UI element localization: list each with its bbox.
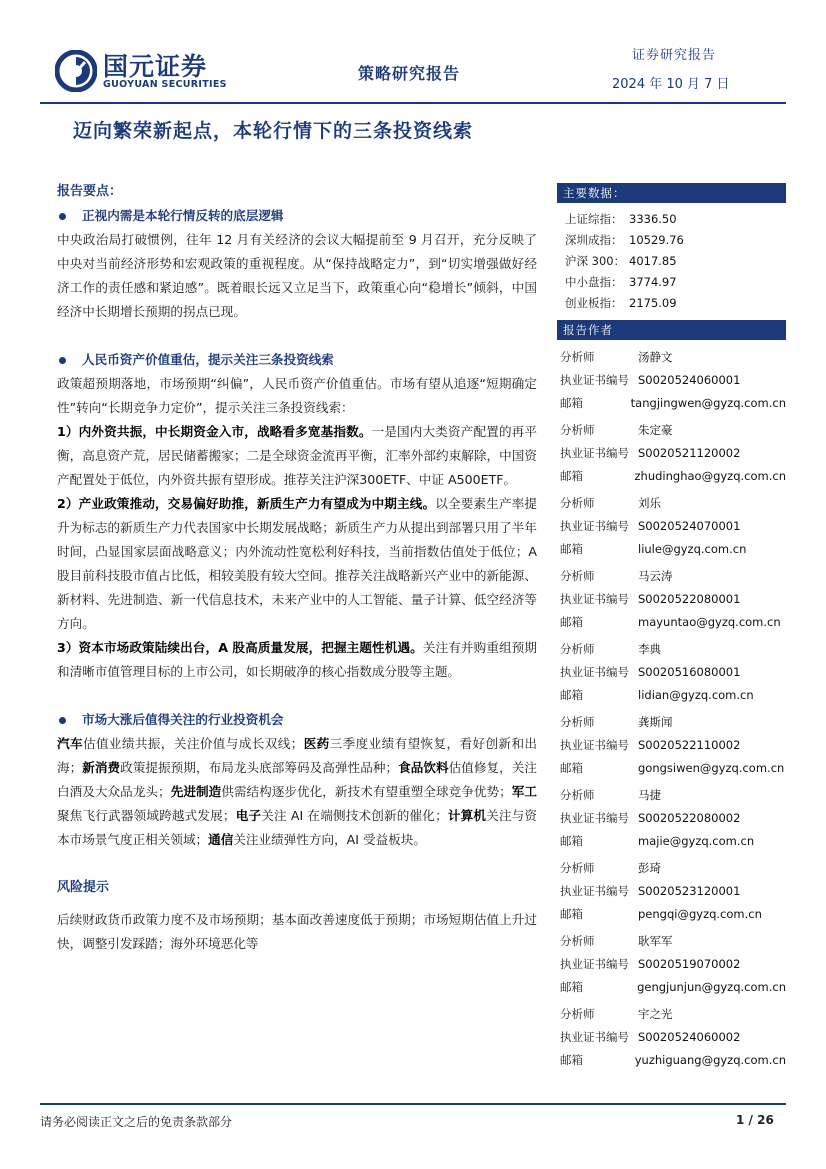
investment-line-3 [57, 636, 537, 684]
risk-heading: 风险提示 [57, 880, 110, 895]
market-row [557, 272, 786, 293]
author-row [557, 757, 786, 780]
company-logo [55, 48, 241, 96]
bullet-dot-icon [59, 213, 66, 220]
author-list [557, 346, 786, 1072]
industry-comment: 关注与资本市场景气度正相关领域； [57, 808, 538, 847]
author-card [557, 638, 786, 707]
industry-name: 食品饮料 [398, 760, 449, 775]
investment-line-2 [57, 492, 537, 636]
author-row [557, 880, 786, 903]
investment-line-1-text: 一是国内大类资产配置的再平衡，高息资产荒，居民储蓄搬家；二是全球资金流再平衡，汇率外部约束解除，中国资产配置处于低位，内外资共振有望形成。推荐关注沪深300ETF、中证 A500ETF。 [57, 424, 538, 487]
author-row [557, 588, 786, 611]
author-card [557, 784, 786, 853]
author-field-label: 邮箱 [560, 1053, 583, 1067]
index-name: 深圳成指： [565, 233, 623, 247]
industry-comment: 聚焦飞行武器领域跨越式发展； [57, 808, 236, 823]
author-field-label: 执业证书编号 [560, 592, 629, 606]
summary-heading: 报告要点： [57, 184, 123, 199]
author-email-link[interactable]: liule@gyzq.com.cn [638, 542, 747, 556]
author-row [557, 419, 786, 442]
author-field-label: 执业证书编号 [560, 519, 629, 533]
analyst-name: 朱定豪 [638, 423, 673, 437]
author-row [557, 492, 786, 515]
author-row [557, 369, 786, 392]
industry-name: 新消费 [82, 760, 121, 775]
author-row [557, 684, 786, 707]
author-field-label: 分析师 [560, 423, 595, 437]
author-email-link[interactable]: gongsiwen@gyzq.com.cn [638, 761, 785, 775]
author-field-label: 分析师 [560, 350, 595, 364]
industry-name: 通信 [208, 832, 234, 847]
author-card [557, 930, 786, 999]
investment-line-2-text: 以全要素生产率提升为标志的新质生产力代表国家中长期发展战略；新质生产力从提出到部署只用了半年时间，凸显国家层面战略意义；内外流动性宽松利好科技，当前指数估值处于低位；A 股目前科技股市值占比低，相较美股有较大空间。推荐关注战略新兴产业中的新能源、新材料、先进制造、新一代信息技术，未来产业中的人工智能、量子计算、低空经济等方向。 [57, 496, 538, 631]
author-card [557, 346, 786, 415]
header-divider [40, 102, 786, 104]
cert-number: S0020519070002 [638, 957, 741, 971]
bullet-dot-icon [59, 357, 66, 364]
section-bullet-1 [57, 204, 537, 228]
cert-number: S0020521120002 [638, 446, 741, 460]
author-field-label: 执业证书编号 [560, 446, 629, 460]
analyst-name: 彭琦 [638, 861, 661, 875]
author-field-label: 邮箱 [560, 907, 583, 921]
logo-english-name: GUOYUAN SECURITIES [103, 79, 227, 90]
analyst-name: 马捷 [638, 788, 661, 802]
author-row [557, 538, 786, 561]
authors-heading: 报告作者 [557, 320, 786, 340]
author-email-link[interactable]: majie@gyzq.com.cn [638, 834, 755, 848]
author-email-link[interactable]: pengqi@gyzq.com.cn [638, 907, 762, 921]
author-email-link[interactable]: lidian@gyzq.com.cn [638, 688, 754, 702]
market-data-heading: 主要数据： [557, 183, 786, 203]
section-text-1: 中央政治局打破惯例，往年 12 月有关经济的会议大幅提前至 9 月召开，充分反映了中央对当前经济形势和宏观政策的重视程度。从“保持战略定力”，到“切实增强做好经济工作的责任感和紧迫感”。既着眼长远又立足当下，政策重心向“稳增长”倾斜，中国经济中长期增长预期的拐点已现。 [57, 232, 537, 319]
author-row [557, 734, 786, 757]
author-field-label: 邮箱 [560, 615, 583, 629]
page-number: 1 / 26 [736, 1113, 774, 1127]
analyst-name: 马云涛 [638, 569, 673, 583]
summary-column [57, 180, 537, 956]
author-row [557, 638, 786, 661]
author-card [557, 492, 786, 561]
investment-line-3-title: 3）资本市场政策陆续出台，A 股高质量发展，把握主题性机遇。 [57, 640, 423, 655]
cert-number: S0020524060002 [638, 1030, 741, 1044]
footer-divider [40, 1103, 786, 1105]
author-field-label: 分析师 [560, 569, 595, 583]
analyst-name: 宇之光 [638, 1007, 673, 1021]
author-card [557, 1003, 786, 1072]
industry-name: 先进制造 [170, 784, 222, 799]
risk-text: 后续财政货币政策力度不及市场预期；基本面改善速度低于预期；市场短期估值上升过快，调整引发踩踏；海外环境恶化等 [57, 912, 537, 951]
industry-opportunities [57, 732, 537, 852]
market-row [557, 293, 786, 314]
author-field-label: 执业证书编号 [560, 811, 629, 825]
analyst-name: 刘乐 [638, 496, 661, 510]
author-row [557, 1003, 786, 1026]
author-row [557, 903, 786, 926]
industry-comment: 关注业绩弹性方向，AI 受益板块。 [233, 832, 426, 847]
cert-number: S0020523120001 [638, 884, 741, 898]
author-row [557, 465, 786, 488]
market-row [557, 251, 786, 272]
industry-name: 汽车 [57, 736, 83, 751]
industry-comment: 三季度业绩有望恢复，看好创新和出海； [57, 736, 538, 775]
author-row [557, 857, 786, 880]
author-row [557, 930, 786, 953]
author-field-label: 执业证书编号 [560, 665, 629, 679]
author-row [557, 976, 786, 999]
author-card [557, 711, 786, 780]
section-title-2: 人民币资产价值重估，提示关注三条投资线索 [82, 352, 334, 367]
author-row [557, 661, 786, 684]
industry-comment: 估值修复，关注白酒及大众品龙头； [57, 760, 538, 799]
analyst-name: 汤静文 [638, 350, 673, 364]
author-field-label: 邮箱 [560, 834, 583, 848]
cert-number: S0020516080001 [638, 665, 741, 679]
page-title: 迈向繁荣新起点，本轮行情下的三条投资线索 [73, 120, 474, 142]
cert-number: S0020524060001 [638, 373, 741, 387]
investment-line-1 [57, 420, 537, 492]
author-card [557, 419, 786, 488]
author-email-link[interactable]: zhudinghao@gyzq.com.cn [634, 469, 786, 483]
section-intro-2: 政策超预期落地，市场预期“纠偏”，人民币资产价值重估。市场有望从追逐“短期确定性”转向“长期竞争力定价”，提示关注三条投资线索： [57, 376, 537, 415]
investment-line-1-title: 1）内外资共振，中长期资金入市，战略看多宽基指数。 [57, 424, 372, 439]
index-name: 中小盘指： [565, 275, 623, 289]
disclaimer-note: 请务必阅读正文之后的免责条款部分 [40, 1115, 233, 1129]
author-field-label: 邮箱 [560, 688, 583, 702]
cert-number: S0020522080002 [638, 811, 741, 825]
author-row [557, 442, 786, 465]
author-email-link[interactable]: gengjunjun@gyzq.com.cn [637, 980, 786, 994]
author-row [557, 1026, 786, 1049]
industry-comment: 关注 AI 在端侧技术创新的催化； [261, 808, 448, 823]
index-name: 创业板指： [565, 296, 623, 310]
section-title-1: 正视内需是本轮行情反转的底层逻辑 [82, 208, 284, 223]
index-value: 10529.76 [629, 233, 684, 247]
author-field-label: 分析师 [560, 1007, 595, 1021]
author-field-label: 分析师 [560, 642, 595, 656]
author-field-label: 分析师 [560, 715, 595, 729]
index-value: 3336.50 [629, 212, 677, 226]
report-type: 策略研究报告 [358, 64, 461, 83]
author-field-label: 邮箱 [560, 980, 583, 994]
industry-name: 医药 [303, 736, 330, 751]
author-field-label: 执业证书编号 [560, 1030, 629, 1044]
cert-number: S0020524070001 [638, 519, 741, 533]
author-row [557, 565, 786, 588]
industry-comment: 估值业绩共振，关注价值与成长双线； [82, 736, 304, 751]
author-row [557, 346, 786, 369]
author-field-label: 邮箱 [560, 469, 583, 483]
author-row [557, 611, 786, 634]
index-value: 3774.97 [629, 275, 677, 289]
author-row [557, 953, 786, 976]
author-field-label: 分析师 [560, 496, 595, 510]
industry-comment: 政策提振预期，布局龙头底部筹码及高弹性品种； [120, 760, 399, 775]
analyst-name: 李典 [638, 642, 661, 656]
author-field-label: 邮箱 [560, 761, 583, 775]
section-title-3: 市场大涨后值得关注的行业投资机会 [82, 712, 284, 727]
author-field-label: 分析师 [560, 934, 595, 948]
cert-number: S0020522080001 [638, 592, 741, 606]
author-field-label: 邮箱 [560, 542, 583, 556]
author-row [557, 830, 786, 853]
index-name: 沪深 300： [565, 254, 626, 268]
investment-line-3-text: 关注有并购重组预期和清晰市值管理目标的上市公司，如长期破净的核心指数成分股等主题。 [57, 640, 537, 679]
market-row [557, 230, 786, 251]
author-field-label: 分析师 [560, 861, 595, 875]
author-field-label: 分析师 [560, 788, 595, 802]
logo-chinese-name: 国元证券 [103, 52, 208, 81]
section-bullet-2 [57, 348, 537, 372]
author-field-label: 邮箱 [560, 396, 583, 410]
index-name: 上证综指： [565, 212, 623, 226]
industry-name: 军工 [511, 784, 538, 799]
section-bullet-3 [57, 708, 537, 732]
sidebar [557, 183, 786, 1072]
industry-name: 计算机 [447, 808, 487, 823]
bullet-dot-icon [59, 717, 66, 724]
author-email-link[interactable]: mayuntao@gyzq.com.cn [638, 615, 781, 629]
guoyuan-logo-icon [55, 50, 97, 92]
author-row [557, 807, 786, 830]
author-field-label: 执业证书编号 [560, 738, 629, 752]
author-card [557, 565, 786, 634]
author-field-label: 执业证书编号 [560, 957, 629, 971]
index-value: 2175.09 [629, 296, 677, 310]
author-row [557, 1049, 786, 1072]
cert-number: S0020522110002 [638, 738, 741, 752]
author-row [557, 515, 786, 538]
industry-comment: 供需结构逐步优化，新技术有望重塑全球竞争优势； [221, 784, 512, 799]
analyst-name: 龚斯闻 [638, 715, 673, 729]
author-email-link[interactable]: yuzhiguang@gyzq.com.cn [634, 1053, 786, 1067]
analyst-name: 耿军军 [638, 934, 673, 948]
author-email-link[interactable]: tangjingwen@gyzq.com.cn [630, 396, 786, 410]
market-row [557, 209, 786, 230]
document-label: 证券研究报告 [632, 48, 717, 63]
author-field-label: 执业证书编号 [560, 884, 629, 898]
author-field-label: 执业证书编号 [560, 373, 629, 387]
report-date: 2024 年 10 月 7 日 [612, 77, 730, 92]
author-card [557, 857, 786, 926]
author-row [557, 392, 786, 415]
industry-name: 电子 [235, 808, 262, 823]
author-row [557, 784, 786, 807]
author-row [557, 711, 786, 734]
index-value: 4017.85 [629, 254, 677, 268]
investment-line-2-title: 2）产业政策推动，交易偏好助推，新质生产力有望成为中期主线。 [57, 496, 436, 511]
